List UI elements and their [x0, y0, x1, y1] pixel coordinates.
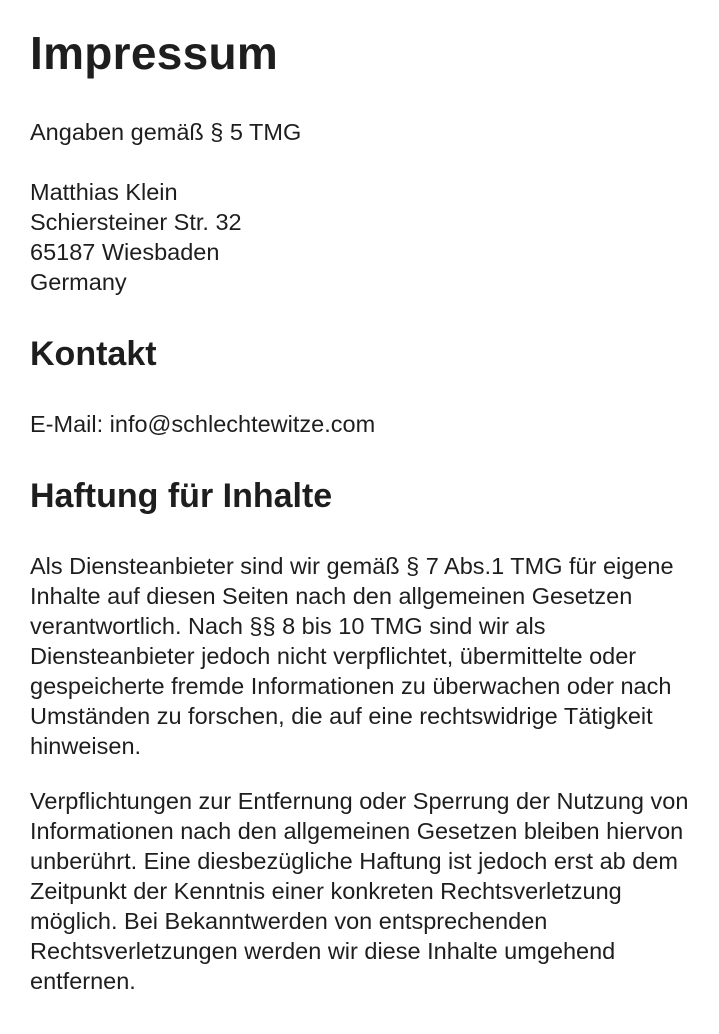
- email-label: E-Mail:: [30, 411, 110, 437]
- contact-heading: Kontakt: [30, 335, 157, 373]
- email-address[interactable]: info@schlechtewitze.com: [109, 411, 376, 437]
- address-name: Matthias Klein: [30, 179, 178, 205]
- address-street: Schiersteiner Str. 32: [30, 209, 242, 235]
- address-block: [30, 177, 689, 297]
- email-line: [30, 409, 689, 439]
- liability-heading: Haftung für Inhalte: [30, 477, 333, 515]
- liability-paragraph-2: Verpflichtungen zur Entfernung oder Sperrung der Nutzung von Informationen nach den allgemeinen Gesetzen bleiben hiervon unberührt. Eine diesbezügliche Haftung ist jedoch erst ab dem Zeitpunkt der Kenntnis einer konkreten Rechtsverletzung möglich. Bei Bekanntwerden von entsprechenden Rechtsverletzungen werden wir diese Inhalte umgehend entfernen.: [30, 788, 689, 994]
- legal-basis-text: Angaben gemäß § 5 TMG: [30, 119, 302, 145]
- address-country: Germany: [30, 269, 127, 295]
- page-title: Impressum: [30, 27, 279, 79]
- liability-paragraph-1: Als Diensteanbieter sind wir gemäß § 7 Abs.1 TMG für eigene Inhalte auf diesen Seiten nach den allgemeinen Gesetzen verantwortlich. Nach §§ 8 bis 10 TMG sind wir als Diensteanbieter jedoch nicht verpflichtet, übermittelte oder gespeicherte fremde Informationen zu überwachen oder nach Umständen zu forschen, die auf eine rechtswidrige Tätigkeit hinweisen.: [30, 553, 674, 759]
- address-city: 65187 Wiesbaden: [30, 239, 220, 265]
